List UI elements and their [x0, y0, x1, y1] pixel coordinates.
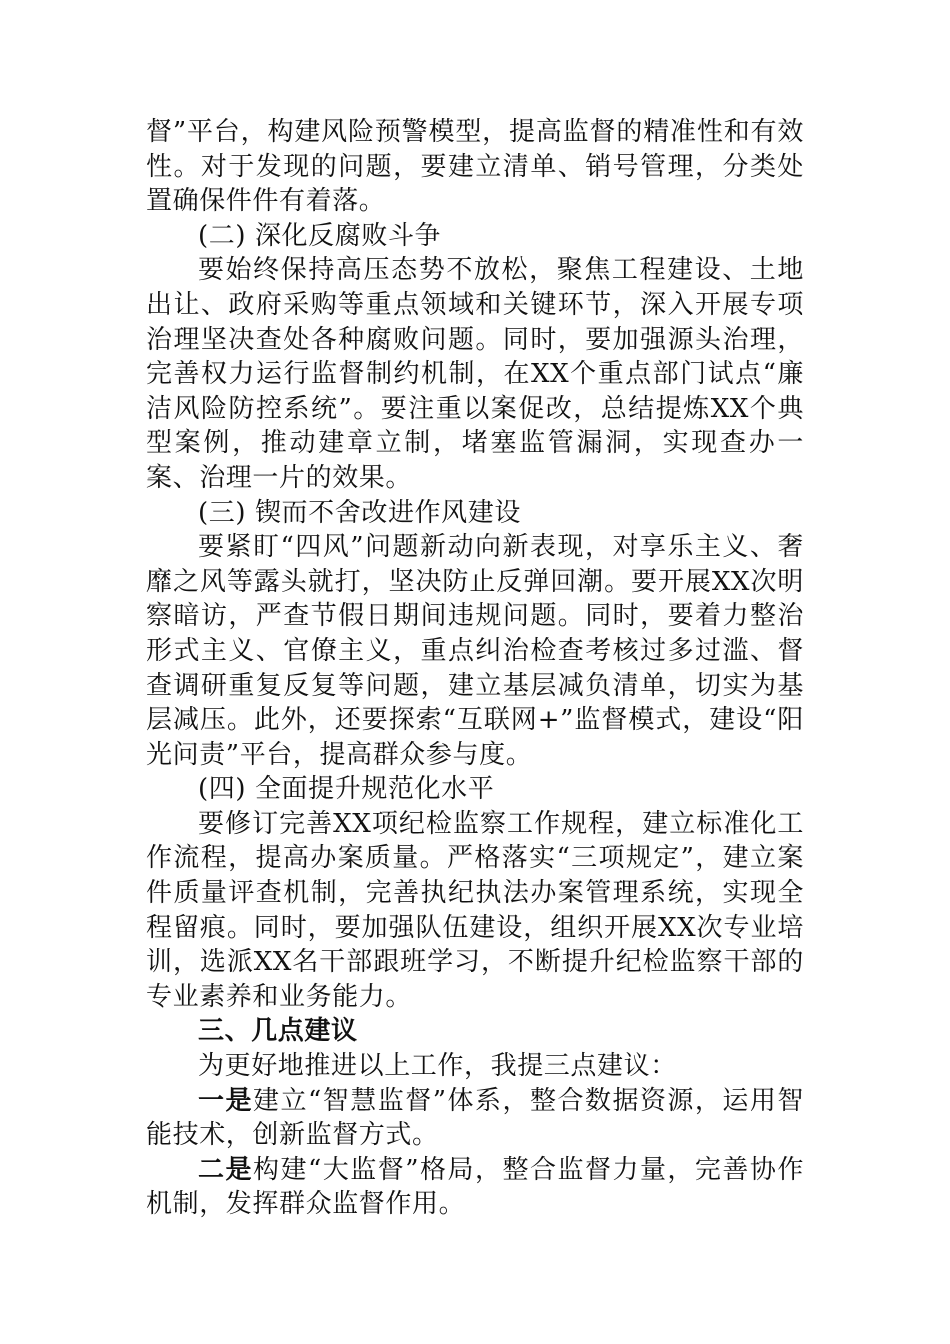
paragraph-suggestions-intro: 为更好地推进以上工作，我提三点建议： [198, 1051, 677, 1082]
suggestion-one-lead: 一是 [198, 1085, 253, 1116]
paragraph-anticorruption: 要始终保持高压态势不放松，聚焦工程建设、土地出让、政府采购等重点领域和关键环节，深入开展专项治理坚决查处各种腐败问题。同时，要加强源头治理，完善权力运行监督制约机制，在XX个重点部门试点“廉洁风险防控系统”。要注重以案促改，总结提炼XX个典型案例，推动建章立制，堵塞监管漏洞，实现查办一案、治理一片的效果。 [146, 255, 804, 493]
suggestion-one-text: 建立“智慧监督”体系，整合数据资源，运用智能技术，创新监督方式。 [146, 1085, 804, 1151]
suggestion-two-text: 构建“大监督”格局，整合监督力量，完善协作机制，发挥群众监督作用。 [146, 1154, 804, 1220]
suggestion-two-lead: 二是 [198, 1154, 253, 1185]
paragraph-suggestion-one [146, 1084, 804, 1153]
paragraph-standardization: 要修订完善XX项纪检监察工作规程，建立标准化工作流程，提高办案质量。严格落实“三项规定”，建立案件质量评查机制，完善执纪执法办案管理系统，实现全程留痕。同时，要加强队伍建设，组织开展XX次专业培训，选派XX名干部跟班学习，不断提升纪检监察干部的专业素养和业务能力。 [146, 808, 804, 1012]
paragraph-work-style: 要紧盯“四风”问题新动向新表现，对享乐主义、奢靡之风等露头就打，坚决防止反弹回潮。要开展XX次明察暗访，严查节假日期间违规问题。同时，要着力整治形式主义、官僚主义，重点纠治检查考核过多过滥、督查调研重复反复等问题，建立基层减负清单，切实为基层减压。此外，还要探索“互联网+”监督模式，建设“阳光问责”平台，提高群众参与度。 [146, 532, 804, 770]
document-page [146, 115, 804, 1222]
paragraph-suggestion-two [146, 1153, 804, 1222]
subheading-deepen-anticorruption: (二) 深化反腐败斗争 [198, 220, 442, 251]
section-heading-suggestions: 三、几点建议 [198, 1016, 358, 1047]
paragraph-continued: 督”平台，构建风险预警模型，提高监督的精准性和有效性。对于发现的问题，要建立清单、销号管理，分类处置确保件件有着落。 [146, 117, 804, 217]
subheading-work-style: (三) 锲而不舍改进作风建设 [198, 497, 521, 528]
subheading-standardization: (四) 全面提升规范化水平 [198, 774, 495, 805]
